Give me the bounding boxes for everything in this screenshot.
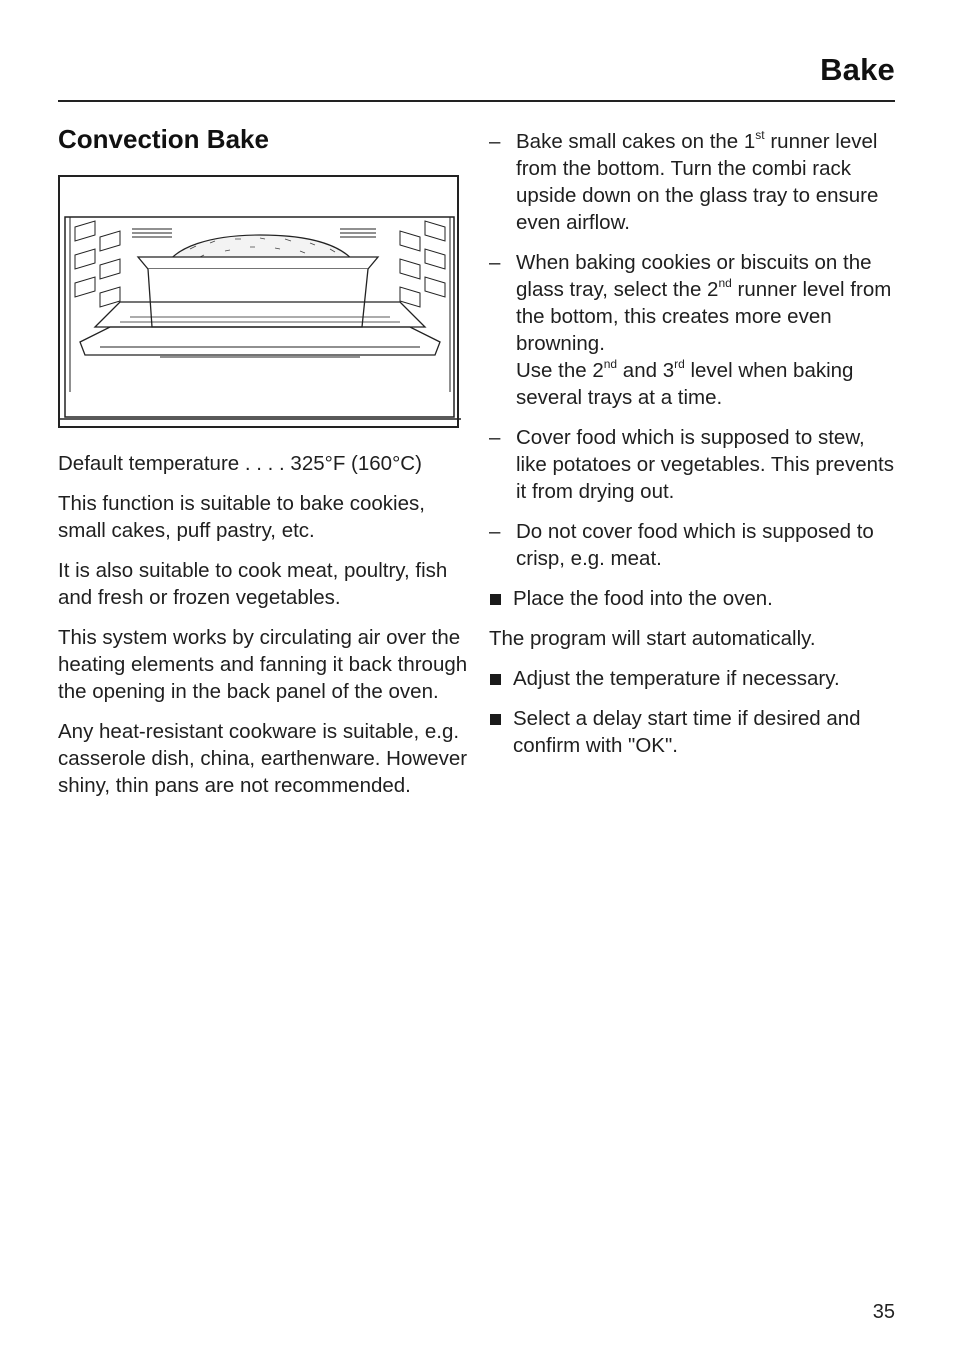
dash-bullet: –	[489, 130, 501, 153]
tip-do-not-cover: – Do not cover food which is supposed to crisp, e.g. meat.	[489, 520, 874, 570]
paragraph-system-works: This system works by circulating air over the heating elements and fanning it back through the opening in the back panel of the oven.	[58, 626, 468, 703]
step-delay-start: Select a delay start time if desired and confirm with "OK".	[489, 705, 899, 759]
page-number: 35	[872, 1301, 895, 1323]
header-divider	[58, 100, 895, 102]
square-bullet-icon	[490, 594, 501, 605]
page-header-title: Bake	[820, 52, 895, 87]
tip-cookies-biscuits: – When baking cookies or biscuits on the glass tray, select the 2nd runner level from the bottom, this creates more even browning. Use the 2nd and 3rd level when baking several trays at a time.	[489, 251, 892, 409]
step-adjust-temperature: Adjust the temperature if necessary.	[489, 665, 899, 692]
oven-loaf-pan-icon	[60, 177, 461, 430]
tip-small-cakes: – Bake small cakes on the 1st runner level from the bottom. Turn the combi rack upside down on the glass tray to ensure even airflow.	[489, 128, 879, 234]
paragraph-suitable-bake: This function is suitable to bake cookies, small cakes, puff pastry, etc.	[58, 492, 425, 542]
auto-start-note: The program will start automatically.	[489, 627, 816, 650]
square-bullet-icon	[490, 714, 501, 725]
dash-bullet: –	[489, 426, 501, 449]
left-column	[58, 124, 468, 812]
default-temperature: Default temperature . . . . 325°F (160°C)	[58, 452, 422, 475]
square-bullet-icon	[490, 674, 501, 685]
paragraph-suitable-cook: It is also suitable to cook meat, poultry, fish and fresh or frozen vegetables.	[58, 559, 448, 609]
right-column	[489, 128, 899, 772]
dash-bullet: –	[489, 251, 501, 274]
step-place-food: Place the food into the oven.	[489, 585, 899, 612]
paragraph-cookware: Any heat-resistant cookware is suitable, e.g. casserole dish, china, earthenware. However shiny, thin pans are not recommended.	[58, 720, 468, 797]
tip-cover-food: – Cover food which is supposed to stew, like potatoes or vegetables. This prevents it from drying out.	[489, 426, 894, 503]
dash-bullet: –	[489, 520, 501, 543]
section-title: Convection Bake	[58, 124, 269, 154]
oven-illustration	[58, 175, 459, 428]
